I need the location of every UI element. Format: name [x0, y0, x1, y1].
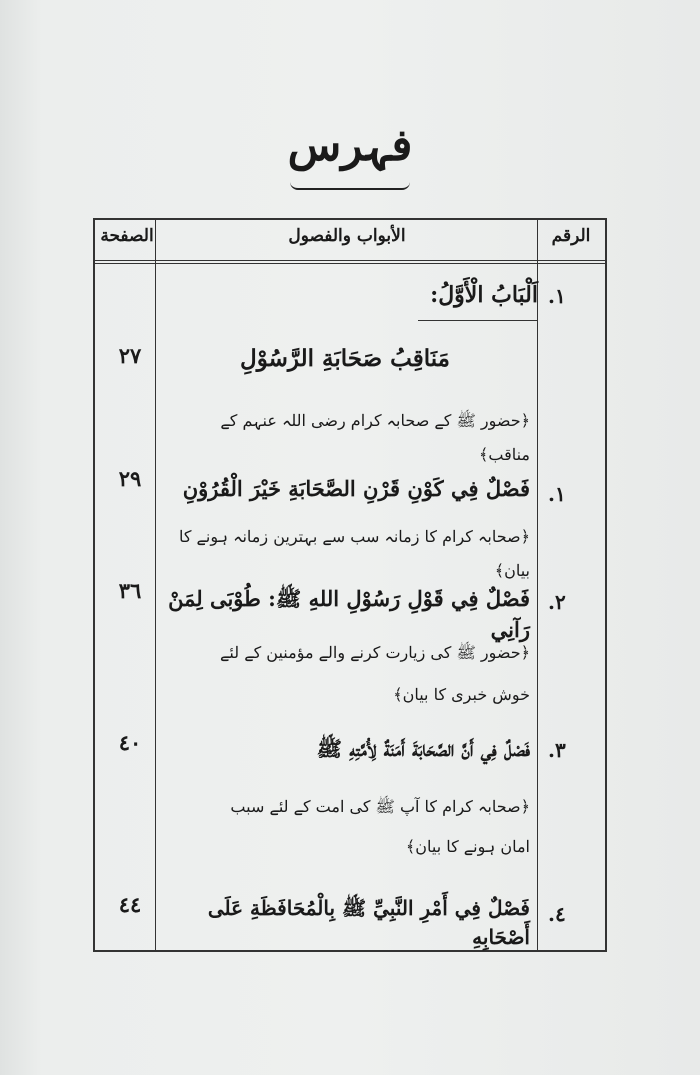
header-rule-double [95, 263, 605, 264]
chapter-title: اَلْبَابُ الْأَوَّلُ: [430, 282, 538, 308]
section-urdu: ﴿حضور ﷺ کے صحابہ کرام رضی اللہ عنہم کے مناقب﴾ [220, 411, 530, 464]
column-divider-number [537, 220, 538, 950]
entry-arabic-title: فَصْلٌ فِي أَمْرِ النَّبِيِّ ﷺ بِالْمُحَافَظَةِ عَلَى أَصْحَابِهِ [207, 896, 530, 949]
entry-number: ١. [548, 482, 566, 506]
header-page: الصفحة [100, 226, 154, 246]
entry-page: ٤٤ [118, 892, 142, 917]
header-number: الرقم [551, 226, 591, 246]
chapter-underline [418, 320, 538, 321]
entry-number: ٢. [548, 590, 566, 614]
entry-urdu-line: امان ہونے کا بیان﴾ [405, 837, 530, 856]
entry-page: ٣٦ [118, 578, 142, 603]
entry-page: ٢٩ [118, 466, 142, 491]
entry-urdu-line: خوش خبری کا بیان﴾ [393, 685, 530, 704]
title-ornament [290, 182, 410, 190]
section-page: ٢٧ [118, 343, 142, 368]
entry-urdu-line: ﴿صحابہ کرام کا آپ ﷺ کی امت کے لئے سبب [230, 797, 530, 816]
entry-number: ٣. [548, 738, 566, 762]
chapter-number: ١. [548, 284, 566, 308]
entry-number: ٤. [548, 902, 566, 926]
header-chapters: الأبواب والفصول [288, 226, 406, 246]
entry-arabic-title: فَصْلٌ فِي أَنَّ الصَّحَابَةَ أَمَنَةٌ لِأُمَّتِهِ ﷺ [316, 736, 530, 761]
entry-page: ٤٠ [118, 730, 142, 755]
entry-urdu-line: ﴿صحابہ کرام کا زمانہ سب سے بہترین زمانہ ہونے کا بیان﴾ [178, 527, 530, 580]
header-rule [95, 260, 605, 261]
entry-arabic-title: فَصْلٌ فِي قَوْلِ رَسُوْلِ اللهِ ﷺ: طُوْبَى لِمَنْ رَآنِي [168, 586, 530, 642]
section-title: مَنَاقِبُ صَحَابَةِ الرَّسُوْلِ [240, 345, 450, 372]
page-title: فہرس [287, 120, 413, 171]
entry-urdu-line: ﴿حضور ﷺ کی زیارت کرنے والے مؤمنین کے لئے [220, 643, 530, 662]
entry-arabic-title: فَصْلٌ فِي كَوْنِ قَرْنِ الصَّحَابَةِ خَيْرَ الْقُرُوْنِ [182, 476, 530, 501]
